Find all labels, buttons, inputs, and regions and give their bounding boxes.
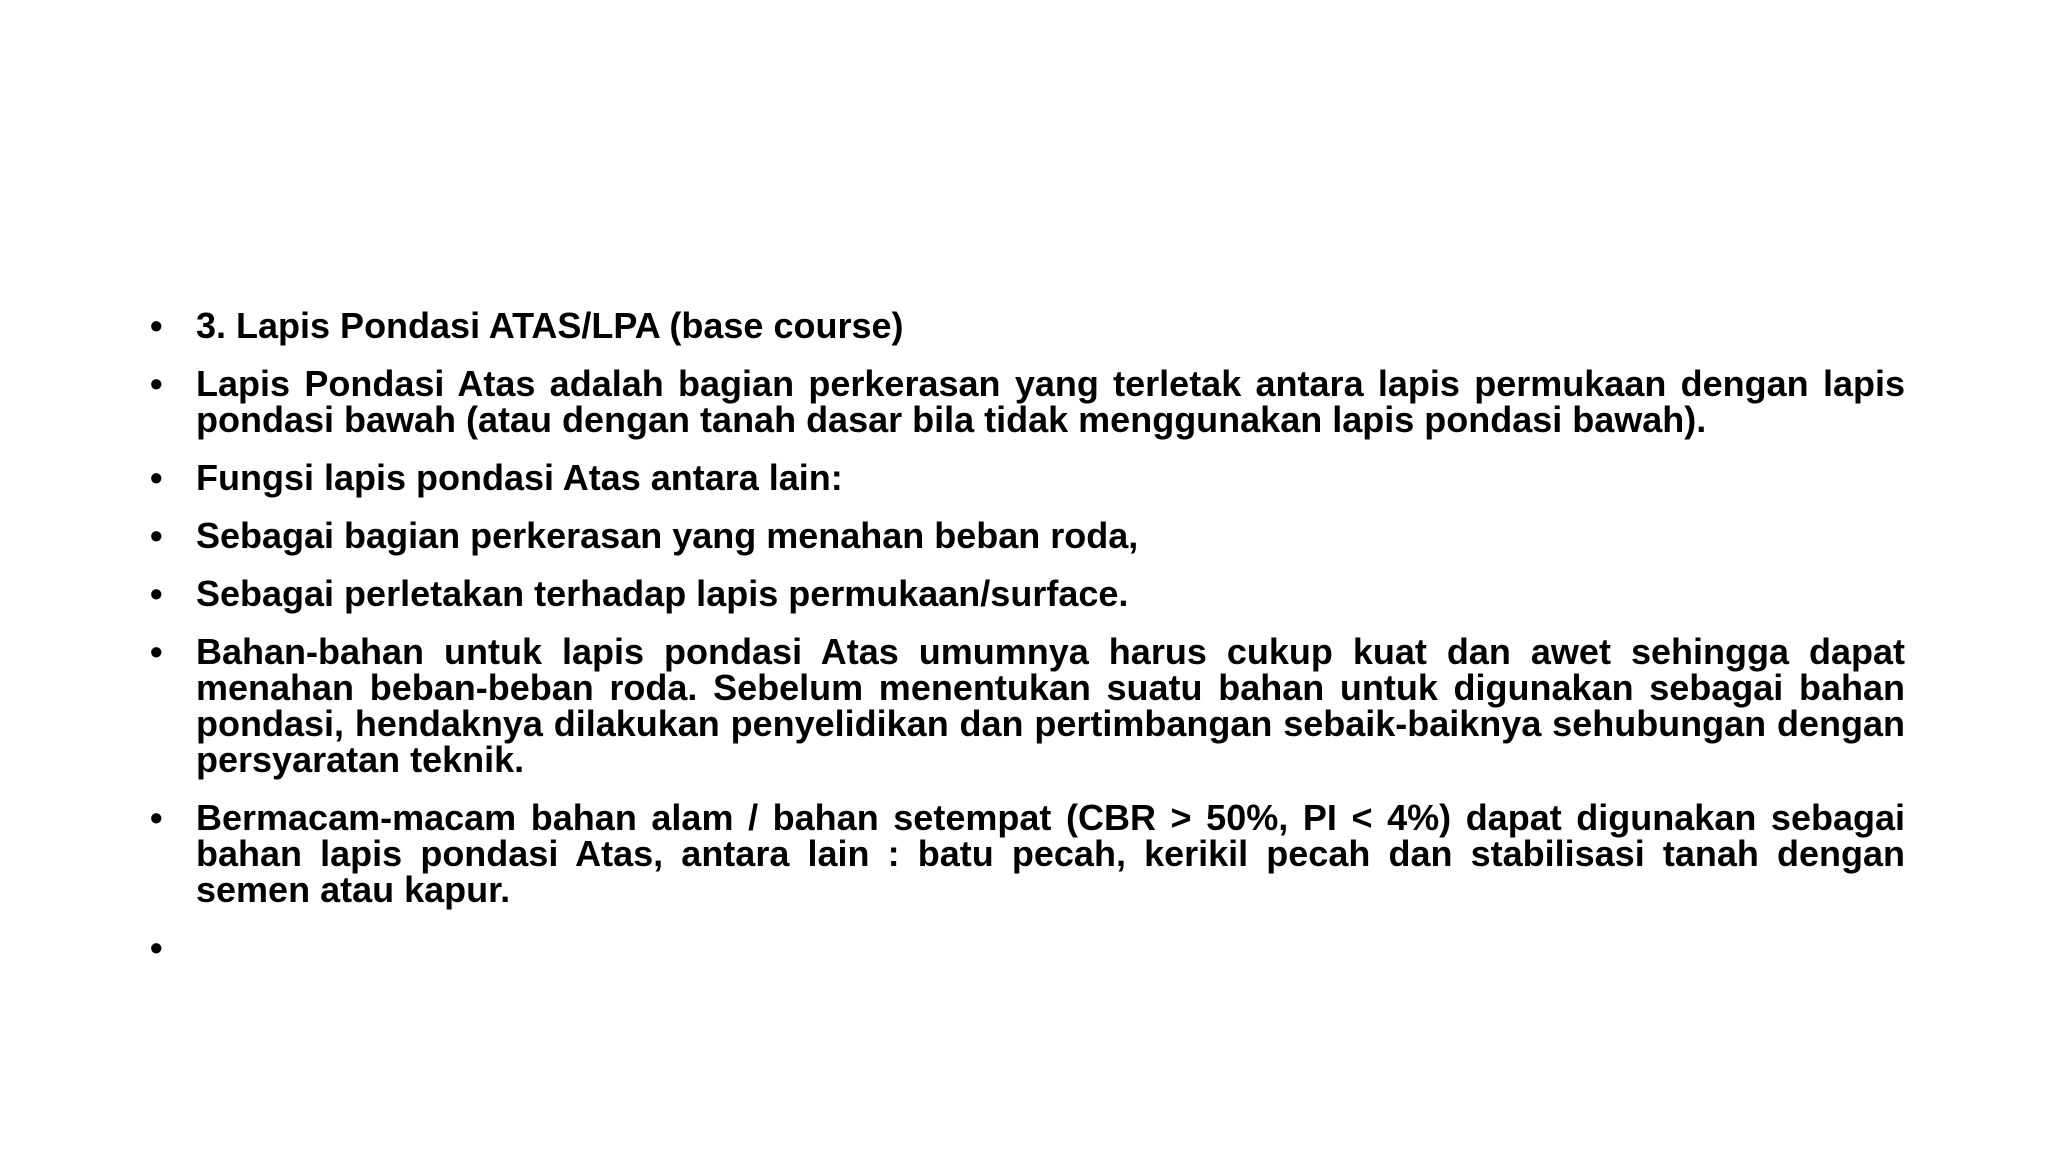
- bullet-item-empty: [150, 930, 1905, 966]
- bullet-item-function-load: • Sebagai bagian perkerasan yang menahan beban roda,: [150, 518, 1905, 554]
- bullet-list: [150, 305, 1905, 988]
- bullet-item-function-surface: • Sebagai perletakan terhadap lapis permukaan/surface.: [150, 576, 1905, 612]
- bullet-item-functions-heading: • Fungsi lapis pondasi Atas antara lain:: [150, 460, 1905, 496]
- bullet-item-title: • 3. Lapis Pondasi ATAS/LPA (base course): [150, 308, 1905, 344]
- bullet-item-local-materials: • Bermacam-macam bahan alam / bahan setempat (CBR > 50%, PI < 4%) dapat digunakan sebagai bahan lapis pondasi Atas, antara lain : batu pecah, kerikil pecah dan stabilisasi tanah dengan semen atau kapur.: [150, 800, 1905, 908]
- bullet-item-materials: • Bahan-bahan untuk lapis pondasi Atas umumnya harus cukup kuat dan awet sehingga dapat menahan beban-beban roda. Sebelum menentukan suatu bahan untuk digunakan sebagai bahan pondasi, hendaknya dilakukan penyelidikan dan pertimbangan sebaik-baiknya sehubungan dengan persyaratan teknik.: [150, 634, 1905, 778]
- bullet-item-definition: • Lapis Pondasi Atas adalah bagian perkerasan yang terletak antara lapis permukaan dengan lapis pondasi bawah (atau dengan tanah dasar bila tidak menggunakan lapis pondasi bawah).: [150, 366, 1905, 438]
